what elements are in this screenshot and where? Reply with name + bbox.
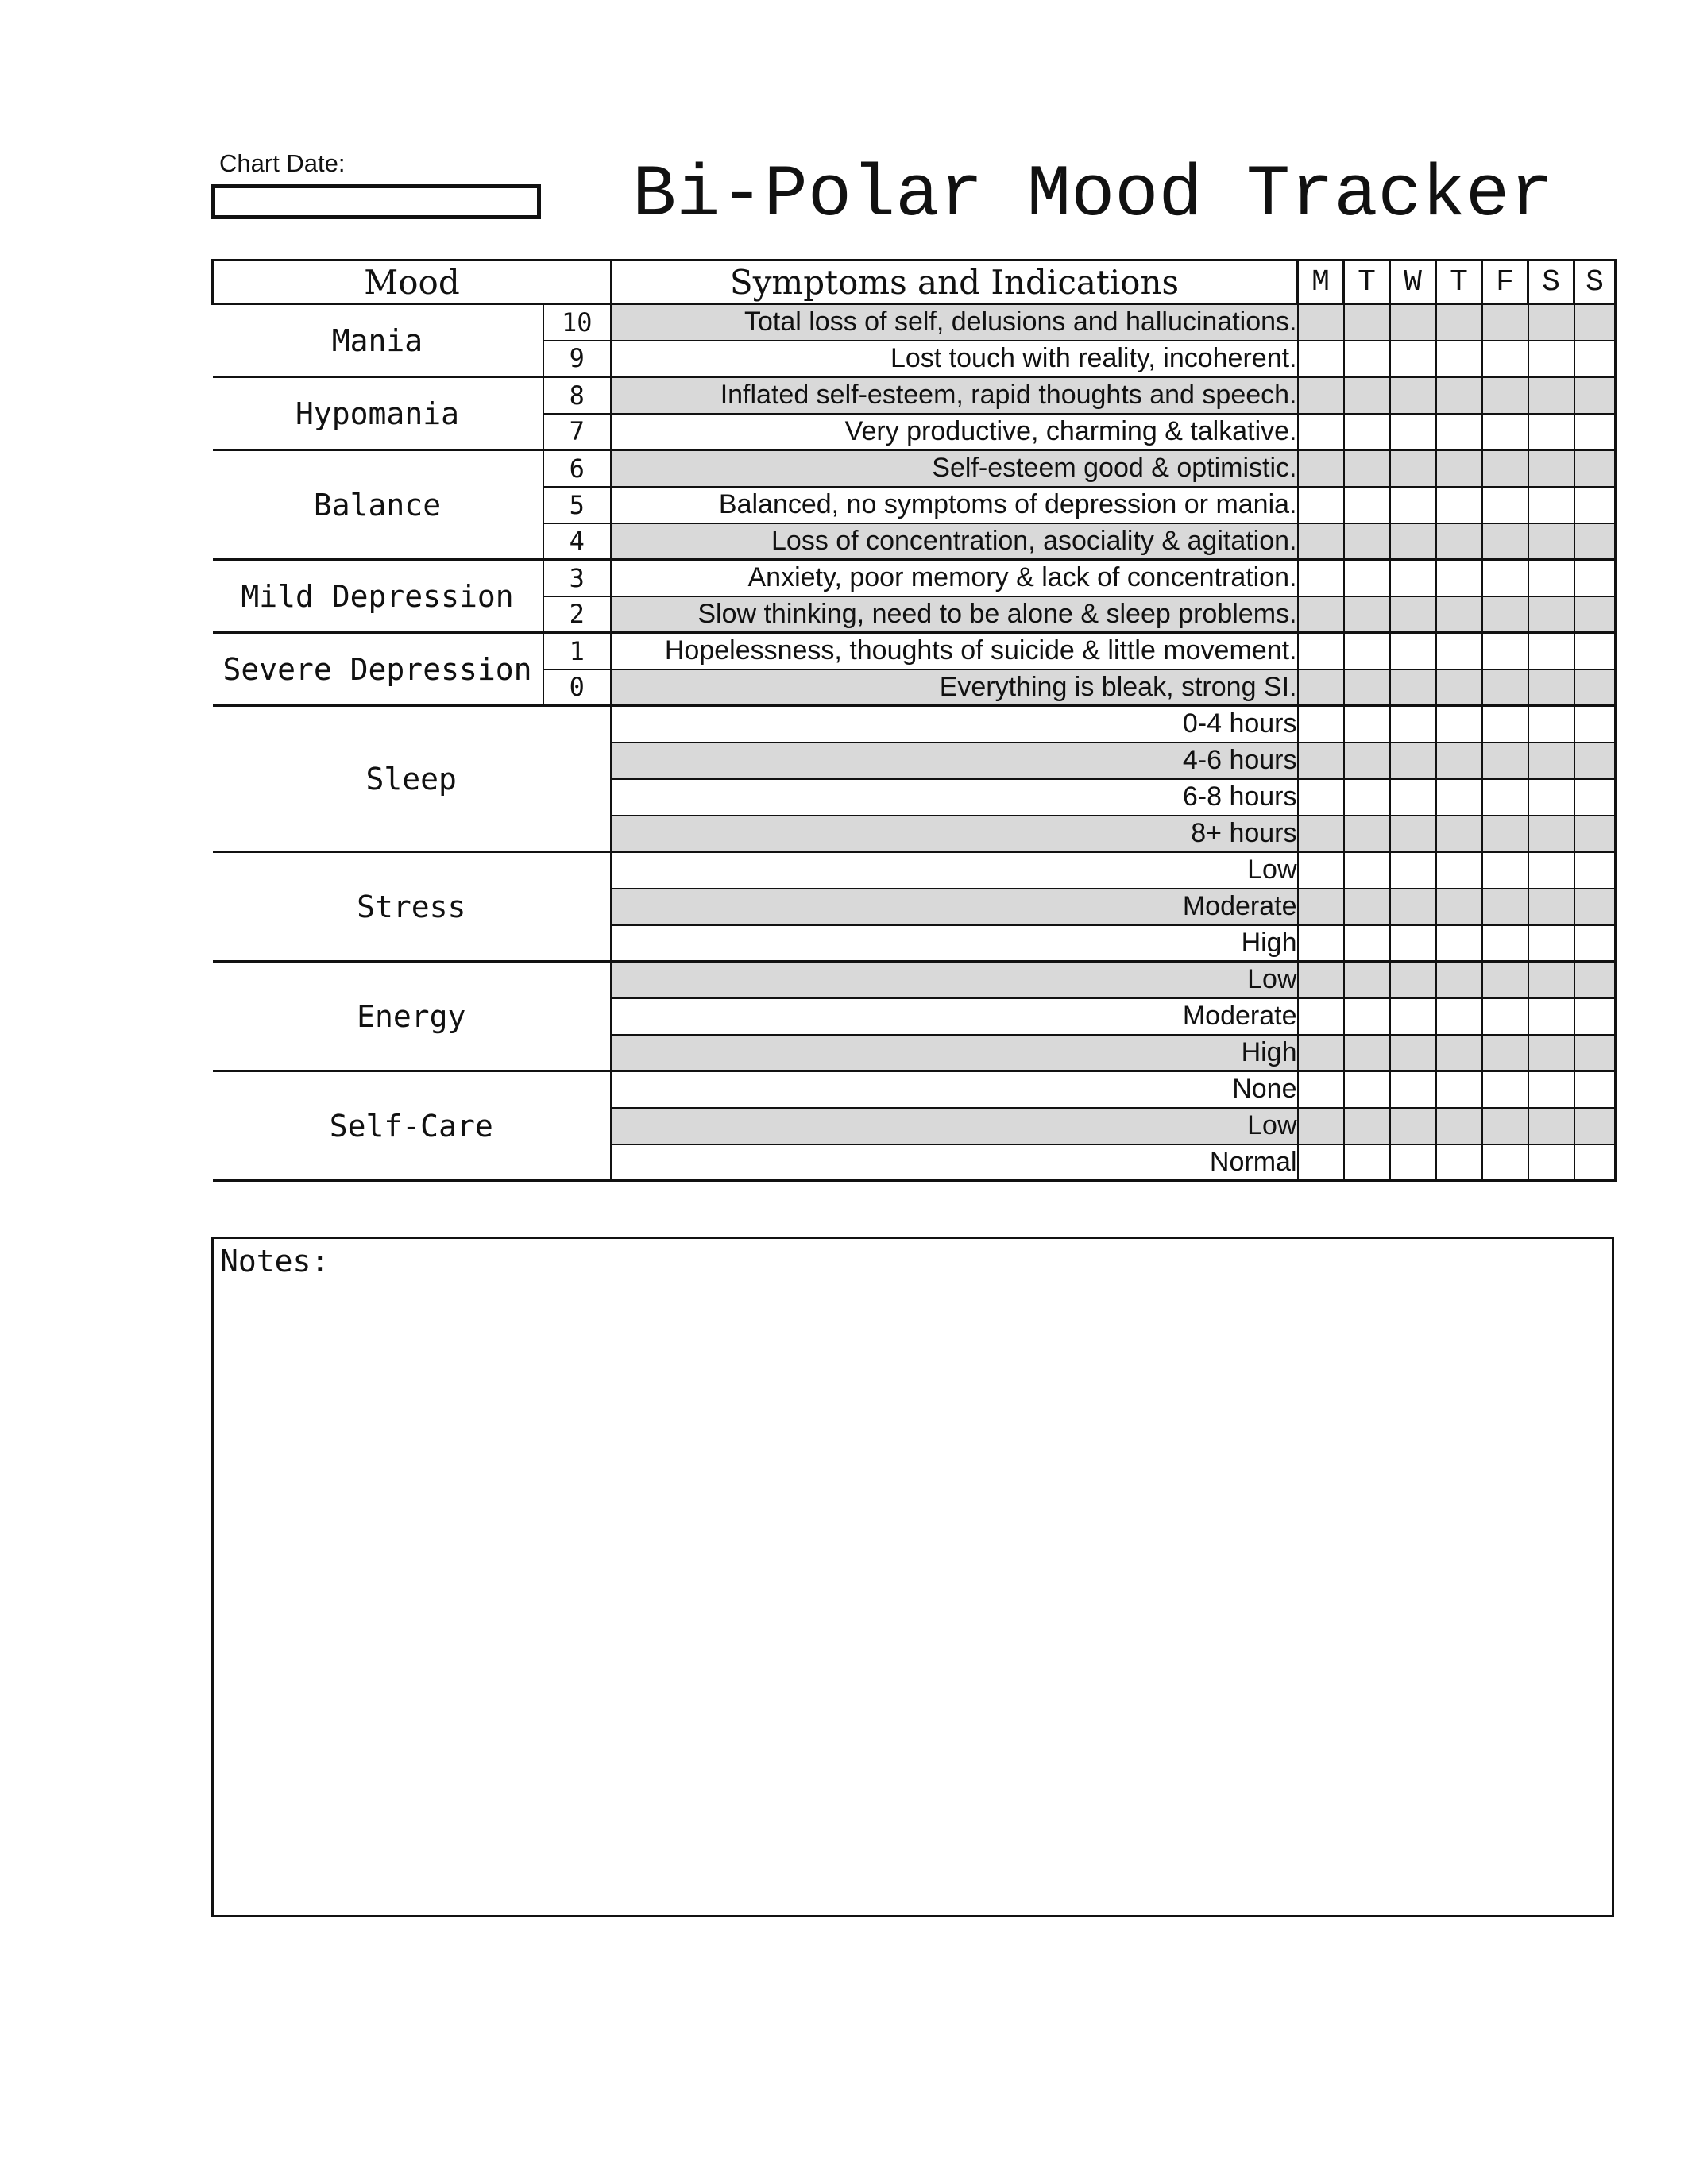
mood-score: 1 <box>543 633 612 669</box>
header-day: W <box>1390 260 1436 304</box>
symptom-description: Loss of concentration, asociality & agitation. <box>612 523 1298 560</box>
table-row <box>213 377 1616 414</box>
day-checkbox[interactable] <box>1482 1144 1528 1181</box>
day-checkbox[interactable] <box>1482 414 1528 450</box>
table-row <box>213 706 1616 743</box>
table-row <box>213 962 1616 998</box>
mood-score: 8 <box>543 377 612 414</box>
option-label: None <box>612 1071 1298 1108</box>
day-checkbox[interactable] <box>1390 925 1436 962</box>
day-checkbox[interactable] <box>1344 816 1390 852</box>
table-row <box>213 1071 1616 1108</box>
day-checkbox[interactable] <box>1528 669 1574 706</box>
option-label: Low <box>612 852 1298 889</box>
day-checkbox[interactable] <box>1390 341 1436 377</box>
day-checkbox[interactable] <box>1298 706 1344 743</box>
day-checkbox[interactable] <box>1344 743 1390 779</box>
header-day: T <box>1436 260 1482 304</box>
day-checkbox[interactable] <box>1298 450 1344 487</box>
day-checkbox[interactable] <box>1574 450 1616 487</box>
day-checkbox[interactable] <box>1436 414 1482 450</box>
header-symptoms: Symptoms and Indications <box>612 260 1298 304</box>
day-checkbox[interactable] <box>1528 816 1574 852</box>
day-checkbox[interactable] <box>1528 1144 1574 1181</box>
day-checkbox[interactable] <box>1528 414 1574 450</box>
day-checkbox[interactable] <box>1436 852 1482 889</box>
day-checkbox[interactable] <box>1528 560 1574 596</box>
day-checkbox[interactable] <box>1298 487 1344 523</box>
day-checkbox[interactable] <box>1344 633 1390 669</box>
mood-score: 4 <box>543 523 612 560</box>
day-checkbox[interactable] <box>1390 414 1436 450</box>
notes-area[interactable] <box>211 1237 1614 1917</box>
day-checkbox[interactable] <box>1298 1108 1344 1144</box>
day-checkbox[interactable] <box>1528 596 1574 633</box>
day-checkbox[interactable] <box>1298 889 1344 925</box>
day-checkbox[interactable] <box>1482 852 1528 889</box>
day-checkbox[interactable] <box>1298 816 1344 852</box>
day-checkbox[interactable] <box>1436 743 1482 779</box>
day-checkbox[interactable] <box>1574 487 1616 523</box>
day-checkbox[interactable] <box>1436 1108 1482 1144</box>
mood-score: 2 <box>543 596 612 633</box>
day-checkbox[interactable] <box>1344 1108 1390 1144</box>
day-checkbox[interactable] <box>1574 1071 1616 1108</box>
day-checkbox[interactable] <box>1574 889 1616 925</box>
day-checkbox[interactable] <box>1436 596 1482 633</box>
day-checkbox[interactable] <box>1390 889 1436 925</box>
symptom-description: Inflated self-esteem, rapid thoughts and speech. <box>612 377 1298 414</box>
option-label: Moderate <box>612 998 1298 1035</box>
option-label: 4-6 hours <box>612 743 1298 779</box>
day-checkbox[interactable] <box>1298 852 1344 889</box>
day-checkbox[interactable] <box>1298 377 1344 414</box>
day-checkbox[interactable] <box>1298 1071 1344 1108</box>
mood-score: 10 <box>543 304 612 341</box>
symptom-description: Total loss of self, delusions and hallucinations. <box>612 304 1298 341</box>
day-checkbox[interactable] <box>1482 341 1528 377</box>
day-checkbox[interactable] <box>1482 816 1528 852</box>
day-checkbox[interactable] <box>1574 852 1616 889</box>
option-label: Moderate <box>612 889 1298 925</box>
symptom-description: Slow thinking, need to be alone & sleep problems. <box>612 596 1298 633</box>
day-checkbox[interactable] <box>1344 377 1390 414</box>
header-day: S <box>1574 260 1616 304</box>
day-checkbox[interactable] <box>1436 925 1482 962</box>
day-checkbox[interactable] <box>1574 998 1616 1035</box>
option-label: Low <box>612 962 1298 998</box>
day-checkbox[interactable] <box>1482 596 1528 633</box>
day-checkbox[interactable] <box>1528 523 1574 560</box>
header-row <box>213 260 1616 304</box>
symptom-description: Balanced, no symptoms of depression or mania. <box>612 487 1298 523</box>
day-checkbox[interactable] <box>1436 523 1482 560</box>
day-checkbox[interactable] <box>1482 962 1528 998</box>
day-checkbox[interactable] <box>1344 596 1390 633</box>
option-label: High <box>612 925 1298 962</box>
day-checkbox[interactable] <box>1574 377 1616 414</box>
day-checkbox[interactable] <box>1574 669 1616 706</box>
option-label: 0-4 hours <box>612 706 1298 743</box>
day-checkbox[interactable] <box>1482 377 1528 414</box>
day-checkbox[interactable] <box>1528 304 1574 341</box>
header-day: T <box>1344 260 1390 304</box>
day-checkbox[interactable] <box>1298 669 1344 706</box>
day-checkbox[interactable] <box>1298 596 1344 633</box>
day-checkbox[interactable] <box>1482 925 1528 962</box>
chart-date-input[interactable] <box>211 184 541 219</box>
day-checkbox[interactable] <box>1574 1108 1616 1144</box>
day-checkbox[interactable] <box>1482 706 1528 743</box>
day-checkbox[interactable] <box>1298 925 1344 962</box>
day-checkbox[interactable] <box>1528 1035 1574 1071</box>
page-title: Bi-Polar Mood Tracker <box>632 153 1554 237</box>
day-checkbox[interactable] <box>1482 450 1528 487</box>
day-checkbox[interactable] <box>1344 962 1390 998</box>
day-checkbox[interactable] <box>1390 1144 1436 1181</box>
day-checkbox[interactable] <box>1298 962 1344 998</box>
symptom-description: Everything is bleak, strong SI. <box>612 669 1298 706</box>
day-checkbox[interactable] <box>1298 779 1344 816</box>
chart-date-label: Chart Date: <box>219 149 346 177</box>
day-checkbox[interactable] <box>1528 1071 1574 1108</box>
day-checkbox[interactable] <box>1574 925 1616 962</box>
notes-label: Notes: <box>220 1244 330 1279</box>
day-checkbox[interactable] <box>1482 487 1528 523</box>
day-checkbox[interactable] <box>1574 706 1616 743</box>
day-checkbox[interactable] <box>1574 1144 1616 1181</box>
tracking-category: Self-Care <box>213 1071 612 1181</box>
day-checkbox[interactable] <box>1344 779 1390 816</box>
table-row <box>213 304 1616 341</box>
day-checkbox[interactable] <box>1482 1108 1528 1144</box>
mood-score: 0 <box>543 669 612 706</box>
day-checkbox[interactable] <box>1344 560 1390 596</box>
day-checkbox[interactable] <box>1344 1035 1390 1071</box>
day-checkbox[interactable] <box>1298 1035 1344 1071</box>
day-checkbox[interactable] <box>1482 889 1528 925</box>
mood-tracker-table <box>211 259 1617 1182</box>
day-checkbox[interactable] <box>1344 1071 1390 1108</box>
day-checkbox[interactable] <box>1528 487 1574 523</box>
day-checkbox[interactable] <box>1344 669 1390 706</box>
day-checkbox[interactable] <box>1482 304 1528 341</box>
day-checkbox[interactable] <box>1528 706 1574 743</box>
option-label: High <box>612 1035 1298 1071</box>
mood-category: Hypomania <box>213 377 543 450</box>
symptom-description: Hopelessness, thoughts of suicide & little movement. <box>612 633 1298 669</box>
day-checkbox[interactable] <box>1574 816 1616 852</box>
day-checkbox[interactable] <box>1436 998 1482 1035</box>
day-checkbox[interactable] <box>1390 1108 1436 1144</box>
day-checkbox[interactable] <box>1390 998 1436 1035</box>
day-checkbox[interactable] <box>1344 450 1390 487</box>
day-checkbox[interactable] <box>1528 633 1574 669</box>
day-checkbox[interactable] <box>1436 633 1482 669</box>
day-checkbox[interactable] <box>1436 341 1482 377</box>
day-checkbox[interactable] <box>1574 523 1616 560</box>
day-checkbox[interactable] <box>1390 1035 1436 1071</box>
day-checkbox[interactable] <box>1436 889 1482 925</box>
day-checkbox[interactable] <box>1482 998 1528 1035</box>
day-checkbox[interactable] <box>1344 889 1390 925</box>
day-checkbox[interactable] <box>1390 377 1436 414</box>
day-checkbox[interactable] <box>1344 414 1390 450</box>
day-checkbox[interactable] <box>1436 304 1482 341</box>
option-label: 6-8 hours <box>612 779 1298 816</box>
day-checkbox[interactable] <box>1436 487 1482 523</box>
mood-category: Mild Depression <box>213 560 543 633</box>
day-checkbox[interactable] <box>1436 706 1482 743</box>
day-checkbox[interactable] <box>1390 1071 1436 1108</box>
day-checkbox[interactable] <box>1528 779 1574 816</box>
symptom-description: Anxiety, poor memory & lack of concentration. <box>612 560 1298 596</box>
day-checkbox[interactable] <box>1344 304 1390 341</box>
tracking-category: Stress <box>213 852 612 962</box>
day-checkbox[interactable] <box>1482 523 1528 560</box>
header-day: M <box>1298 260 1344 304</box>
day-checkbox[interactable] <box>1574 304 1616 341</box>
day-checkbox[interactable] <box>1390 487 1436 523</box>
day-checkbox[interactable] <box>1574 414 1616 450</box>
day-checkbox[interactable] <box>1436 962 1482 998</box>
day-checkbox[interactable] <box>1436 377 1482 414</box>
day-checkbox[interactable] <box>1528 998 1574 1035</box>
day-checkbox[interactable] <box>1482 1035 1528 1071</box>
day-checkbox[interactable] <box>1298 523 1344 560</box>
day-checkbox[interactable] <box>1344 341 1390 377</box>
day-checkbox[interactable] <box>1390 962 1436 998</box>
day-checkbox[interactable] <box>1390 743 1436 779</box>
day-checkbox[interactable] <box>1436 560 1482 596</box>
mood-category: Mania <box>213 304 543 377</box>
day-checkbox[interactable] <box>1528 377 1574 414</box>
option-label: 8+ hours <box>612 816 1298 852</box>
day-checkbox[interactable] <box>1528 925 1574 962</box>
day-checkbox[interactable] <box>1298 743 1344 779</box>
day-checkbox[interactable] <box>1344 487 1390 523</box>
day-checkbox[interactable] <box>1344 706 1390 743</box>
tracking-category: Energy <box>213 962 612 1071</box>
table-row <box>213 560 1616 596</box>
day-checkbox[interactable] <box>1390 779 1436 816</box>
day-checkbox[interactable] <box>1390 852 1436 889</box>
day-checkbox[interactable] <box>1528 852 1574 889</box>
symptom-description: Very productive, charming & talkative. <box>612 414 1298 450</box>
day-checkbox[interactable] <box>1390 523 1436 560</box>
day-checkbox[interactable] <box>1482 633 1528 669</box>
day-checkbox[interactable] <box>1436 779 1482 816</box>
day-checkbox[interactable] <box>1574 779 1616 816</box>
mood-category: Balance <box>213 450 543 560</box>
day-checkbox[interactable] <box>1390 669 1436 706</box>
header-mood: Mood <box>213 260 612 304</box>
option-label: Normal <box>612 1144 1298 1181</box>
day-checkbox[interactable] <box>1574 633 1616 669</box>
symptom-description: Self-esteem good & optimistic. <box>612 450 1298 487</box>
day-checkbox[interactable] <box>1436 1071 1482 1108</box>
day-checkbox[interactable] <box>1574 560 1616 596</box>
header-day: F <box>1482 260 1528 304</box>
day-checkbox[interactable] <box>1528 962 1574 998</box>
day-checkbox[interactable] <box>1298 633 1344 669</box>
mood-score: 5 <box>543 487 612 523</box>
day-checkbox[interactable] <box>1390 304 1436 341</box>
day-checkbox[interactable] <box>1482 1071 1528 1108</box>
day-checkbox[interactable] <box>1344 523 1390 560</box>
day-checkbox[interactable] <box>1436 816 1482 852</box>
day-checkbox[interactable] <box>1574 743 1616 779</box>
day-checkbox[interactable] <box>1574 962 1616 998</box>
day-checkbox[interactable] <box>1528 1108 1574 1144</box>
day-checkbox[interactable] <box>1344 998 1390 1035</box>
day-checkbox[interactable] <box>1390 706 1436 743</box>
day-checkbox[interactable] <box>1390 596 1436 633</box>
mood-score: 7 <box>543 414 612 450</box>
day-checkbox[interactable] <box>1482 560 1528 596</box>
day-checkbox[interactable] <box>1390 450 1436 487</box>
day-checkbox[interactable] <box>1344 1144 1390 1181</box>
option-label: Low <box>612 1108 1298 1144</box>
day-checkbox[interactable] <box>1482 779 1528 816</box>
mood-score: 3 <box>543 560 612 596</box>
day-checkbox[interactable] <box>1344 925 1390 962</box>
mood-category: Severe Depression <box>213 633 543 706</box>
day-checkbox[interactable] <box>1298 560 1344 596</box>
day-checkbox[interactable] <box>1528 889 1574 925</box>
table-row <box>213 450 1616 487</box>
tracking-category: Sleep <box>213 706 612 852</box>
day-checkbox[interactable] <box>1436 669 1482 706</box>
day-checkbox[interactable] <box>1574 1035 1616 1071</box>
day-checkbox[interactable] <box>1528 743 1574 779</box>
table-row <box>213 852 1616 889</box>
day-checkbox[interactable] <box>1390 816 1436 852</box>
day-checkbox[interactable] <box>1436 1144 1482 1181</box>
day-checkbox[interactable] <box>1298 341 1344 377</box>
day-checkbox[interactable] <box>1482 743 1528 779</box>
day-checkbox[interactable] <box>1298 304 1344 341</box>
symptom-description: Lost touch with reality, incoherent. <box>612 341 1298 377</box>
day-checkbox[interactable] <box>1298 414 1344 450</box>
day-checkbox[interactable] <box>1528 341 1574 377</box>
day-checkbox[interactable] <box>1482 669 1528 706</box>
day-checkbox[interactable] <box>1344 852 1390 889</box>
day-checkbox[interactable] <box>1436 1035 1482 1071</box>
day-checkbox[interactable] <box>1298 1144 1344 1181</box>
mood-score: 9 <box>543 341 612 377</box>
mood-score: 6 <box>543 450 612 487</box>
day-checkbox[interactable] <box>1298 998 1344 1035</box>
day-checkbox[interactable] <box>1390 633 1436 669</box>
day-checkbox[interactable] <box>1574 596 1616 633</box>
day-checkbox[interactable] <box>1390 560 1436 596</box>
day-checkbox[interactable] <box>1528 450 1574 487</box>
day-checkbox[interactable] <box>1436 450 1482 487</box>
table-row <box>213 633 1616 669</box>
day-checkbox[interactable] <box>1574 341 1616 377</box>
header-day: S <box>1528 260 1574 304</box>
